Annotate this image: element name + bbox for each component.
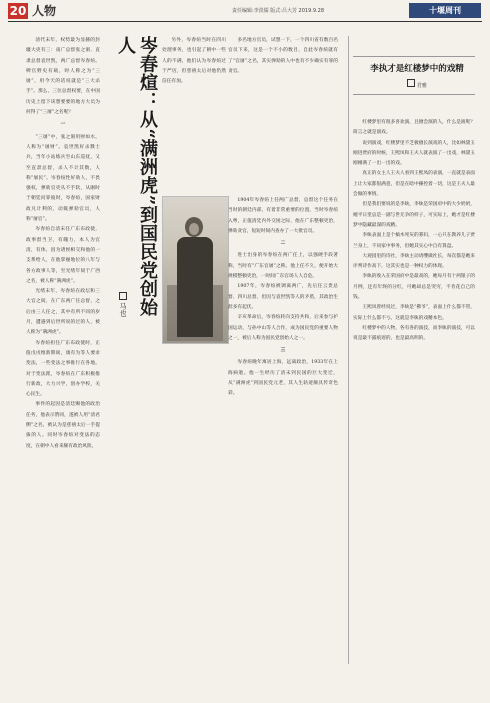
sidebar-byline (362, 79, 472, 89)
byline-author: 马也 (119, 302, 127, 317)
portrait-photo (162, 196, 229, 344)
page-masthead (0, 0, 490, 22)
paragraph: 1904年岑春煊上任两广总督，总督这个任务在当时的朝廷内部，有着非常重要的位置，当时岑春煊入粤，正值清廷内外交困之际，他在广东整顿吏治，弹劾贪官，短短时间内查办了一大批官员。 (228, 198, 338, 234)
figure-body-shape (177, 237, 213, 337)
paragraph: 辛亥革命后，岑春煊转向支持共和，后来参与护国运动，与孙中山等人合作，成为国民党的重要人物之一，被后人称为国民党创始人之一。 (228, 315, 338, 341)
sidebar-top-rule (353, 56, 475, 57)
byline-square-icon (407, 79, 415, 87)
paragraph: 真正的女主人王夫人看到王熙凤的表演，一直就是表面上让大家都很满意，但是在暗中操控着一切，这是王夫人最会做的事情。 (353, 171, 475, 198)
paragraph: 清代末年，权势最为显赫的封疆大吏有三：南广总督张之洞、直隶总督袁世凯，两广总督岑春煊。稗官野史有载，时人称之为“三屠”，用今天的话说就是“三大杀手”。那么，三位总督权要，在中国历史上留下该想要要的地方大员为何得了“三屠”之名呢？ (26, 38, 100, 116)
paragraph: 说到演戏，红楼梦里不乏极擅长演戏的人，比如林黛玉刚进贾府的时候，王熙凤和王夫人就表演了一出戏，林黛玉刚刚满了一出一出的戏。 (353, 140, 475, 167)
figure-face-shape (189, 223, 199, 235)
paragraph: 大观园里的诗社，李纨主动请缨做社长，每次都是她来评判诗作高下，这其实也是一种权力的体现。 (353, 253, 475, 270)
paragraph: 红楼梦里有很多喜欢演，且擅会演的人，什么是演呢？简言之就是演戏。 (353, 120, 475, 136)
header-rule (8, 21, 482, 22)
paragraph: 红楼梦中的人物，各有各的演技，而李纨的演技，可以说是最不露痕迹的，也是最高明的。 (353, 325, 475, 342)
paragraph: 李纨表面上是个槁木死灰的寡妇，一心只在教养儿子贾兰身上，不问家中事务，但她其实心中自有算盘。 (353, 233, 475, 249)
byline-square-icon (119, 292, 127, 300)
article-column-2 (228, 196, 338, 664)
article-column-1 (26, 36, 100, 696)
sidebar-headline: 李执才是红楼梦中的戏精 (370, 64, 464, 74)
editor-credits: 责任编辑:李淡儒 版式:吕大芳 2019.9.28 (232, 8, 324, 14)
section-number: 三 (280, 348, 286, 354)
paragraph: “三屠”中，张之洞用财如水，人称为“屠财”。袁世凯好杀戮士兵，当年小站练兵至山东巡抚，又至直隶总督，杀人不计其数，人称“屠民”。岑春煊性好劾人，不畏强权，弹劾官吏从不手软，从刚时于朝廷问罪彼时，岑春煊，国家财政凡计利的，动辄弹劾官员，人称“屠官”。 (26, 134, 100, 223)
edition-badge: 十堰周刊 (409, 3, 481, 18)
paragraph: 岑春煊自清末任广东布政使，政事督当卫，有魄力，本人为官清，有体，因为诸侯相交和他的一支系给人，在他掌握地位的八年与各方政事人等，至光绪年间于广西之名，被人称“满洲虎”。 (26, 227, 100, 284)
paragraph: 李纨的收入在荣国府中是最高的，她每月有十两银子的月例，还有年终的分红，可她却总是哭穷，不肯花自己的钱。 (353, 274, 475, 301)
section-title: 人物 (32, 4, 57, 18)
page-number: 20 (9, 4, 27, 18)
sidebar-column (353, 118, 475, 664)
article-headline: 岑春煊：从“满洲虎”到国民党创始人 (115, 36, 158, 317)
column-divider (348, 36, 349, 664)
article-column-mid-top (162, 36, 226, 192)
paragraph: 进士出身的岑春煊在两广任上，以强硬手段著称，当时有“广东官屠”之称。他上任不久，便开始大规模整顿吏治，一时间广东官场人人自危。 (228, 253, 338, 280)
article-column-2-top (228, 36, 338, 136)
section-number: 一 (60, 122, 66, 128)
headline-block (108, 36, 158, 336)
paragraph: 岑春煊担任广东布政使时，正值戊戌维新期间，康有为等人要求变法，一些变法之事推行在各地。对于变法派，岑春煊在广东积极推行新政，大力兴学，创办学校，关心民生。 (26, 340, 100, 398)
paragraph: 但是我们要说的是李纨，李纨是荣国府中的大少奶奶，她平日里总是一副与世无争的样子，可实际上，她才是红楼梦中隐藏最深的戏精。 (353, 202, 475, 228)
paragraph: 岑春煊晚年寓居上海，远离政治，1933年在上海病逝。他一生经历了清末到民国的巨大变迁，从“满洲虎”到国民党元老，其人生轨迹颇具传奇色彩。 (228, 360, 338, 397)
paragraph: 光绪末年，岑春煊在政坛和三大官之间，在广东两广任总督，之后由三人任之，其中有所不同的岁月，遭遇到后世所说的过的人，被人称为“满洲虎”。 (26, 289, 100, 336)
paragraph: 另外，岑春煊当时在四川处理事务，也引起了朝中一些人的不满，他们认为岑春煊过于严厉，但慈禧太后对他仍然信任有加。 (162, 38, 226, 85)
paragraph: 1907年，岑春煊被调离两广，先后任云贵总督、四川总督，但因与袁世凯等人的矛盾，其政治生涯多有起伏。 (228, 284, 338, 310)
byline (118, 292, 128, 316)
paragraph: 多名地方官员，试想一下，一个四川省有数百名官员下来，这是一个不小的数目，自此岑春煊就有了“官屠”之名，其实弹劾的人中也有不少确实有罪的贪官。 (228, 38, 338, 74)
paragraph: 王熙凤曾经说过，李纨是“佛爷”，表面上什么都不管，实际上什么都不亏。这就是李纨的戏精本色。 (353, 305, 475, 321)
sidebar-bottom-rule (353, 94, 475, 95)
section-number: 二 (280, 241, 286, 247)
paragraph: 事件的起因是清廷赐他的政治任务，他表示赞同，遂被人用“清君侧”之名，被认为是慈禧太后一手提拔的人。同时岑春煊对变法的态度，在朝中人看来颇有政治风险。 (26, 402, 100, 449)
sidebar-author: 君雅 (416, 83, 427, 89)
